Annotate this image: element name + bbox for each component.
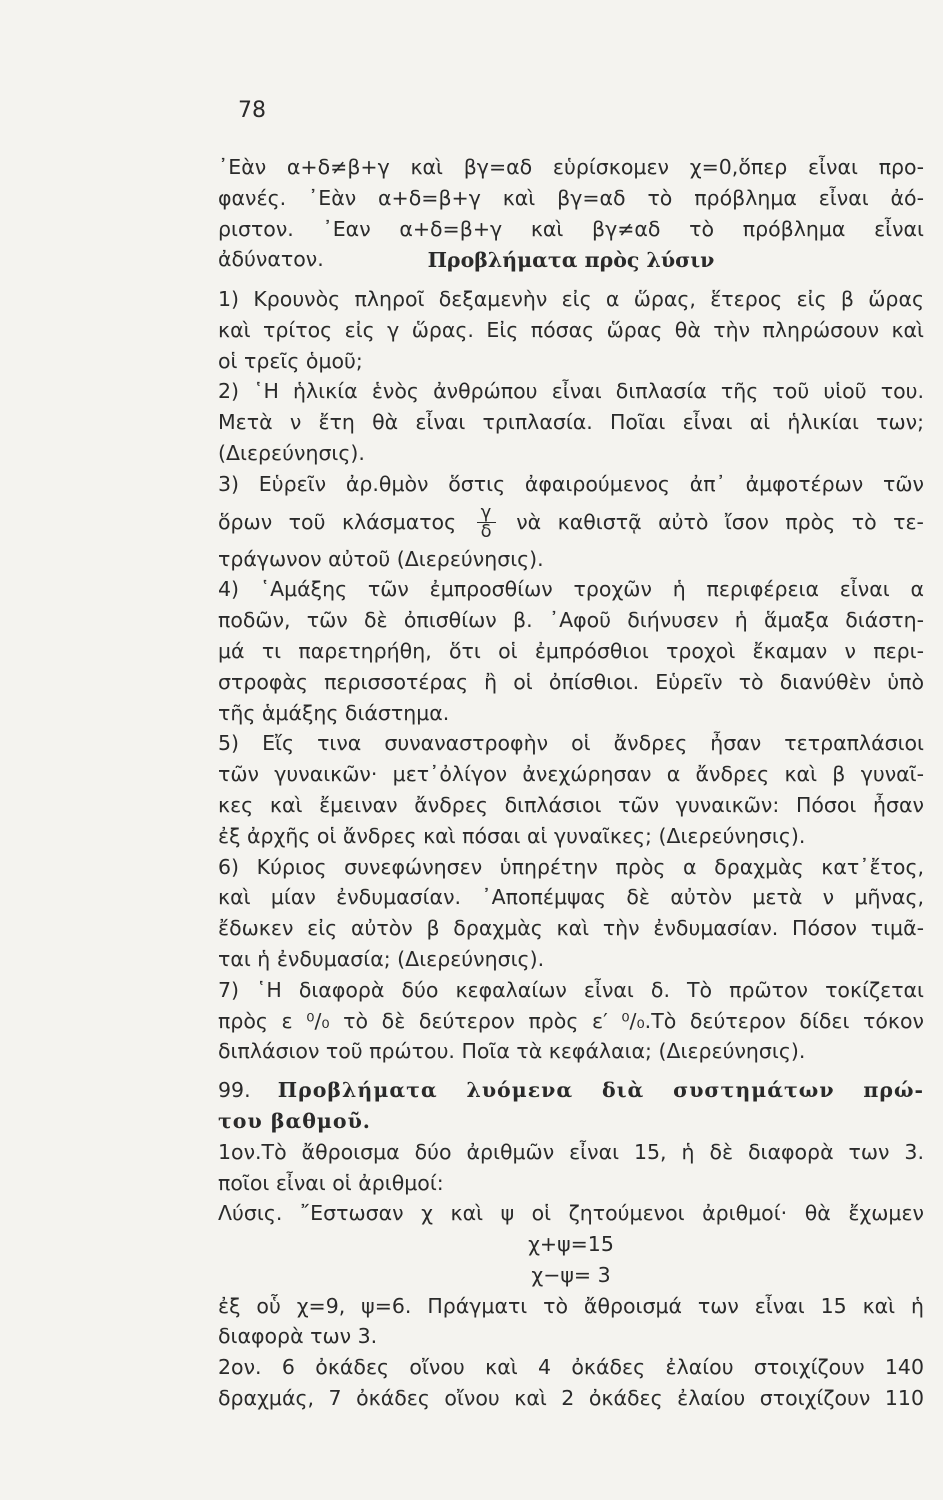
text-segment: ὅρων τοῦ κλάσματος [218,509,457,534]
example-1-line: διαφορὰ των 3. [218,1324,378,1349]
example-1-line: 1ον.Τὸ ἄθροισμα δύο ἀριθμῶν εἶναι 15, ἡ δὲ διαφορὰ των 3. [218,1139,924,1164]
text-line: φανές. ᾿Εὰν α+δ=β+γ καὶ βγ=αδ τὸ πρόβλημα εἶναι ἀό- [218,185,924,210]
problem-3-line: τράγωνον αὐτοῦ (Διερεύνησις). [218,546,544,571]
text-line: ἀδύνατον. [218,247,324,272]
text-line: ᾿Εὰν α+δ≠β+γ καὶ βγ=αδ εὑρίσκομεν χ=0,ὅπερ εἶναι προ- [218,155,924,179]
example-1-line: Λύσις. ῎Εστωσαν χ καὶ ψ οἱ ζητούμενοι ἀριθμοί· θὰ ἔχωμεν [218,1201,924,1226]
example-2-line: δραχμάς, 7 ὀκάδες οἴνου καὶ 2 ὀκάδες ἐλαίου στοιχίζουν 110 [218,1386,924,1411]
problem-5-line: 5) Εἴς τινα συναναστροφὴν οἱ ἄνδρες ἦσαν τετραπλάσιοι [218,731,924,756]
page-number: 78 [238,98,266,123]
fraction-numerator: γ [477,504,496,523]
section-heading-cont: του βαθμοῦ. [218,1108,371,1133]
problem-7-line: πρὸς ε ⁰/₀ τὸ δὲ δεύτερον πρὸς ε′ ⁰/₀.Τὸ δεύτερον δίδει τόκον [218,1008,924,1033]
section-title: Προβλήματα πρὸς λύσιν [427,248,715,273]
problem-2-line: 2) ῾Η ἡλικία ἑνὸς ἀνθρώπου εἶναι διπλασία τῆς τοῦ υἱοῦ του. [218,379,924,404]
section-number: 99. [218,1078,251,1103]
problem-4-line: τῆς ἁμάξης διάστημα. [218,700,450,725]
text-segment: νὰ καθιστᾷ αὐτὸ ἴσον πρὸς τὸ τε- [516,509,924,534]
equation-1: χ+ψ=15 [528,1232,614,1257]
equation-2: χ−ψ= 3 [531,1262,611,1287]
problem-6-line: καὶ μίαν ἐνδυμασίαν. ᾿Αποπέμψας δὲ αὐτὸν μετὰ ν μῆνας, [218,885,924,910]
problem-7-line: διπλάσιον τοῦ πρώτου. Ποῖα τὰ κεφάλαια; (Διερεύνησις). [218,1039,806,1064]
problem-4-line: μά τι παρετηρήθη, ὅτι οἱ ἐμπρόσθιοι τροχοὶ ἔκαμαν ν περι- [218,638,924,663]
problem-1-line: 1) Κρουνὸς πληροῖ δεξαμενὴν εἰς α ὥρας, ἕτερος εἰς β ὥρας [218,286,924,311]
problem-5-line: τῶν γυναικῶν· μετ᾿ὀλίγον ἀνεχώρησαν α ἄνδρες καὶ β γυναῖ- [218,762,924,787]
section-heading: Προβλήματα λυόμενα διὰ συστημάτων πρώ- [277,1078,924,1103]
problem-2-line: (Διερεύνησις). [218,440,365,465]
problem-3-line: 3) Εὑρεῖν ἀρ.θμὸν ὅστις ἀφαιρούμενος ἀπ᾿ ἀμφοτέρων τῶν [218,471,924,496]
problem-1-line: καὶ τρίτος εἰς γ ὥρας. Εἰς πόσας ὥρας θὰ τὴν πληρώσουν καὶ [218,317,924,342]
fraction-denominator: δ [480,521,492,543]
section-99-heading [218,1075,924,1106]
problem-4-line: στροφὰς περισσοτέρας ἢ οἱ ὀπίσθιοι. Εὑρεῖν τὸ διανύθὲν ὑπὸ [218,669,924,694]
problem-6-line: 6) Κύριος συνεφώνησεν ὑπηρέτην πρὸς α δραχμὰς κατ᾿ἔτος, [218,854,924,879]
problem-3-fraction-line [218,500,924,544]
fraction [477,504,496,541]
problem-5-line: κες καὶ ἔμειναν ἄνδρες διπλάσιοι τῶν γυναικῶν: Πόσοι ἦσαν [218,792,924,817]
problem-4-line: ποδῶν, τῶν δὲ ὀπισθίων β. ᾿Αφοῦ διήνυσεν ἡ ἅμαξα διάστη- [218,608,924,633]
problem-5-line: ἐξ ἀρχῆς οἱ ἄνδρες καὶ πόσαι αἱ γυναῖκες; (Διερεύνησις). [218,823,806,848]
problem-2-line: Μετὰ ν ἔτη θὰ εἶναι τριπλασία. Ποῖαι εἶναι αἱ ἡλικίαι των; [218,410,924,435]
example-1-line: ποῖοι εἶναι οἱ ἀριθμοί: [218,1170,444,1195]
problem-7-line: 7) ῾Η διαφορὰ δύο κεφαλαίων εἶναι δ. Τὸ πρῶτον τοκίζεται [218,977,924,1002]
text-line: ριστον. ᾿Εαν α+δ=β+γ καὶ βγ≠αδ τὸ πρόβλημα εἶναι [218,216,924,241]
problem-6-line: ἔδωκεν εἰς αὐτὸν β δραχμὰς καὶ τὴν ἐνδυμασίαν. Πόσον τιμᾶ- [218,916,924,941]
page-body [218,152,924,1414]
problem-6-line: ται ἡ ἐνδυμασία; (Διερεύνησις). [218,946,545,971]
problem-4-line: 4) ῾Αμάξης τῶν ἐμπροσθίων τροχῶν ἡ περιφέρεια εἶναι α [218,577,924,602]
example-1-line: ἐξ οὗ χ=9, ψ=6. Πράγματι τὸ ἄθροισμά των εἶναι 15 καὶ ἡ [218,1293,924,1318]
example-2-line: 2ον. 6 ὀκάδες οἴνου καὶ 4 ὀκάδες ἐλαίου στοιχίζουν 140 [218,1355,924,1380]
problem-1-line: οἱ τρεῖς ὁμοῦ; [218,348,363,373]
